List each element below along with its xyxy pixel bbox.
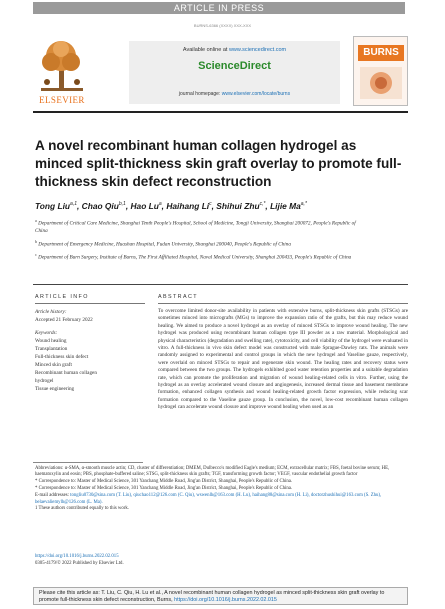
- keyword: Transplantation: [35, 346, 68, 352]
- available-online: [129, 47, 340, 53]
- article-in-press-banner: ARTICLE IN PRESS: [33, 2, 405, 14]
- sciencedirect-link[interactable]: www.sciencedirect.com: [228, 47, 287, 53]
- cover-art-icon: [360, 67, 402, 99]
- affiliation: $^a$ Department of Critical Care Medicine, Shanghai Tenth People's Hospital, School of Medicine, Tongji University, Shanghai 200072, People's Republic of China: [35, 218, 356, 235]
- correspondence-note: * Correspondence to: Master of Medical Science, 301 Yanchang Middle Road, Jing'an District, Shanghai, People's Republic of China.: [35, 479, 293, 485]
- author[interactable]: Haihang Li$^c$: [166, 201, 212, 211]
- correspondence-note: * Correspondence to: Master of Medical Science, 301 Yanchang Middle Road, Jing'an District, Shanghai, People's Republic of China.: [35, 486, 293, 492]
- doi-link[interactable]: https://doi.org/10.1016/j.burns.2022.02.015: [35, 554, 119, 559]
- affiliations: [35, 217, 365, 264]
- keyword: Wound healing: [35, 338, 67, 344]
- equal-contribution-note: 1 These authors contributed equally to this work.: [35, 506, 129, 512]
- journal-header-box: [129, 41, 340, 104]
- email-links[interactable]: tongliu0730@sina.com (T. Liu), qiuchao112@126.com (C. Qiu), wswenlh@163.com (H. Lu), haihang88@sina.com (H. Li), doctorzhushihui@163.com (S. Zhu), belaevaliemylh@126.com (L. Ma).: [35, 493, 382, 505]
- history-label: Article history:: [35, 309, 67, 315]
- citation-box: [33, 587, 408, 605]
- available-prefix: Available online at: [182, 47, 229, 53]
- footnotes: [35, 466, 407, 513]
- article-title: A novel recombinant human collagen hydrogel as minced split-thickness skin graft overlay to promote full-thickness skin defect reconstruction: [35, 138, 402, 189]
- journal-cover[interactable]: [353, 36, 408, 106]
- sciencedirect-logo[interactable]: ScienceDirect: [198, 60, 271, 72]
- affiliation: $^b$ Department of Emergency Medicine, Huashan Hospital, Fudan University, Shanghai 200040, People's Republic of China: [35, 238, 291, 248]
- journal-id: BURNS-6366 (XXXX) XXX-XXX: [193, 23, 252, 28]
- footnote-rule: [33, 462, 143, 463]
- author[interactable]: Lijie $Ma^{a,*}$: [270, 201, 307, 211]
- citation-doi-link[interactable]: https://doi.org/10.1016/j.burns.2022.02.015: [174, 597, 277, 603]
- keywords-label: Keywords:: [35, 330, 58, 336]
- issn-copyright: 0305-4179/© 2022 Published by Elsevier Ltd.: [35, 560, 124, 566]
- accepted-date: Accepted 21 February 2022: [35, 317, 93, 323]
- article-info-heading: ARTICLE INFO: [35, 294, 89, 300]
- divider: [33, 284, 408, 285]
- keyword: Full-thickness skin defect: [35, 354, 89, 360]
- email-addresses: E-mail addresses: tongliu0730@sina.com (T. Liu), qiuchao112@126.com (C. Qiu), wswenlh@163.com (H. Lu), haihang88@sina.com (H. Li), doctorzhushihui@163.com (S. Zhu), belaevaliemylh@126.com (L. Ma).: [35, 493, 382, 505]
- author-list: Tong Liu$^{a,1}$, Chao Qiu$^{b,1}$, Hao Lu$^a$, Haihang Li$^c$, Shihui Zhu$^{c,*}$, Lijie $Ma^{a,*}$: [35, 201, 307, 211]
- abstract-text: To overcome limited donor-site availability in patients with extensive burns, split-thickness skin grafts (STSGs) are sometimes minced into micrografts (MGs) to improve the expansion ratio of the grafts, but this may reduce wound healing. We aimed to produce a novel hydrogel as an overlay of minced STSGs to improve wound healing. The new hydrogel was produced using recombinant human collagen type III powder as a raw material. Morphological and physical characteristics (degradation and swelling rate), cytotoxicity, and cell viability of the hydrogel were evaluated in vitro. A full-thickness in vivo skin defect model was constructed with male Sprague-Dawley rats. The animals were randomly assigned to experimental and control groups in which the new hydrogel and Vaseline gauze, respectively, were overlaid on minced STSGs to repair and regenerate skin wound. The healing rates and recovery status were compared between the two groups. The hydrogels exhibited good water retention properties and a suitable degradation rate, which can promote the proliferation and migration of wound healing-related cells in vitro. Further, using the hydrogel as an overlay accelerated wound closure and angiogenesis, increased dermal tissue and basement membrane formation, enhanced collagen synthesis and wound healing-related growth factor expression, while reducing scar formation compared to the Vaseline gauze group. In conclusion, the novel, low-cost recombinant human collagen hydrogel can accelerate wound closure and improve wound healing when used as an: [158, 308, 408, 411]
- masthead: [33, 36, 408, 106]
- abstract-heading: ABSTRACT: [158, 294, 198, 300]
- publisher-name: ELSEVIER: [39, 95, 85, 105]
- divider: [35, 303, 145, 304]
- doi-block: [35, 554, 124, 568]
- keyword: Recombinant human collagen: [35, 370, 97, 376]
- author[interactable]: Chao Qiu$^{b,1}$: [81, 201, 126, 211]
- affiliation: $^c$ Department of Burn Surgery, Institute of Burns, The First Affiliated Hospital, Naval Medical University, Shanghai 200433, People's Republic of China: [35, 251, 352, 261]
- abbreviations-note: Abbreviations: α-SMA, α-smooth muscle actin; CD, cluster of differentiation; DMEM, Dulbecco's modified Eagle's medium; ECM, extracellular matrix; FBS, foetal bovine serum; HE, haematoxylin and eosin; PBS, phosphate-buffered saline; STSG, split-thickness skin grafts; TGF, transforming growth factor; VEGF, vascular endothelial growth factor: [35, 466, 390, 478]
- article-info: [35, 308, 147, 393]
- divider: [158, 303, 408, 304]
- homepage-link[interactable]: www.elsevier.com/locate/burns: [221, 91, 291, 97]
- keyword: hydrogel: [35, 378, 54, 384]
- author[interactable]: Tong Liu$^{a,1}$: [35, 201, 77, 211]
- journal-homepage: [129, 91, 340, 97]
- cover-title: BURNS: [358, 45, 404, 61]
- keyword: Tissue engineering: [35, 386, 75, 392]
- keyword: Minced skin graft: [35, 362, 72, 368]
- citation-text: Please cite this article as: T. Liu, C. Qiu, H. Lu et al., A novel recombinant human collagen hydrogel as minced split-thickness skin graft overlay to promote full-thickness skin defect reconstruction, Burns,: [39, 590, 385, 603]
- homepage-prefix: journal homepage:: [178, 91, 222, 97]
- author[interactable]: Hao Lu$^a$: [130, 201, 162, 211]
- author[interactable]: Shihui Zhu$^{c,*}$: [216, 201, 266, 211]
- header-rule: [33, 111, 408, 113]
